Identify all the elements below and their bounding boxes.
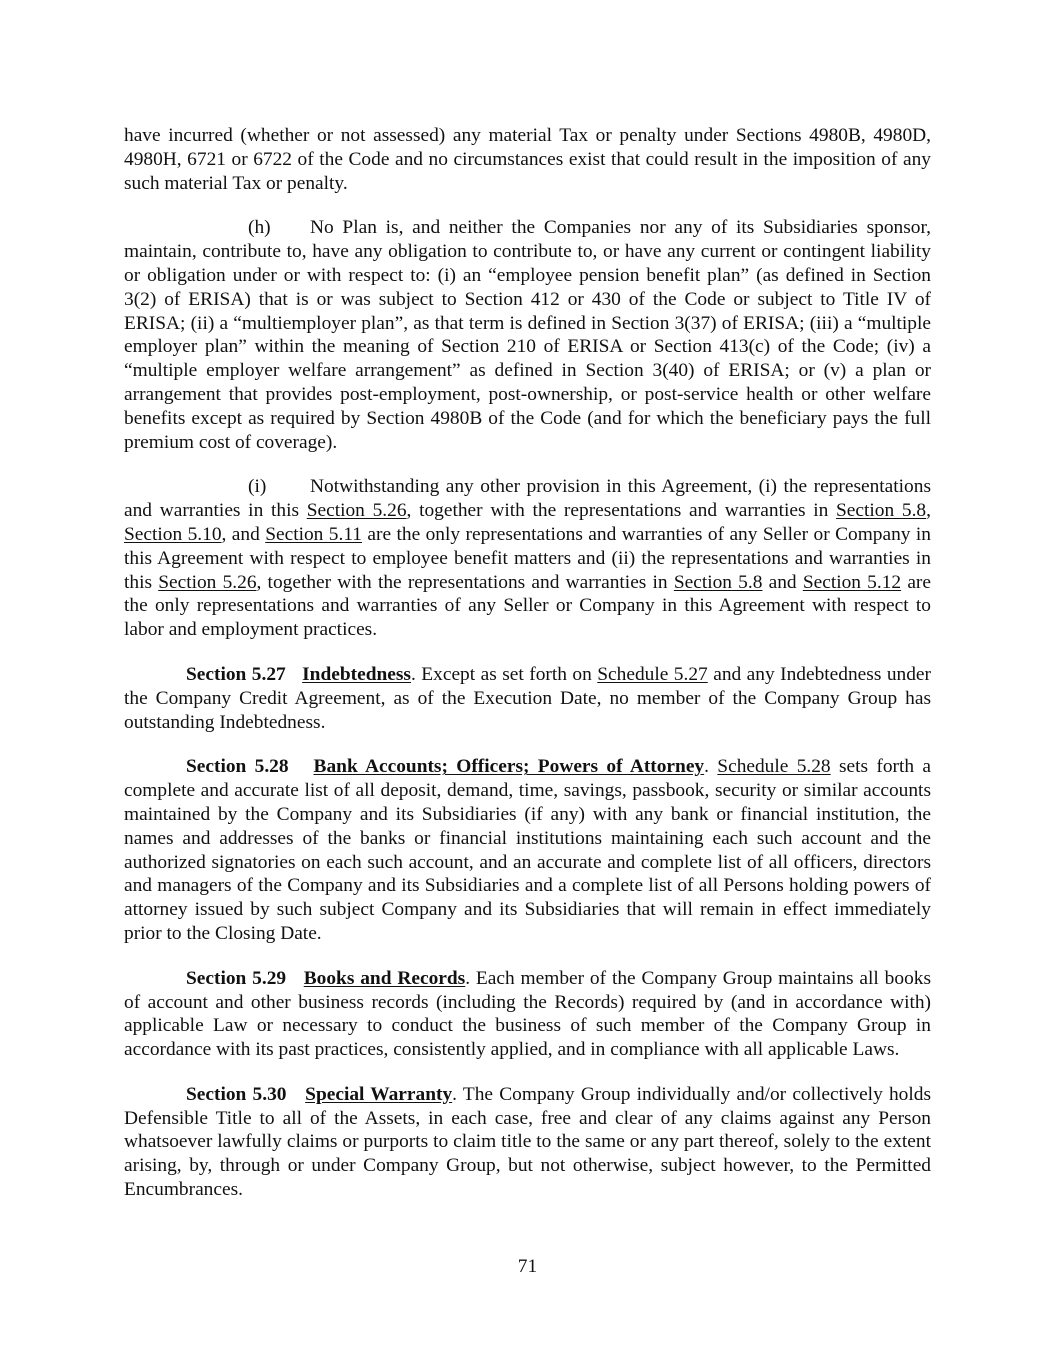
section-5-29 [124, 967, 931, 1062]
section-5-30 [124, 1083, 931, 1202]
text-run: are the only representations and warranties of any Seller or Company in this Agreement with respect to employee benefit matters and (ii) the representations and warranties in this [124, 523, 931, 593]
text-run: , together with the representations and warranties in [406, 500, 837, 522]
section-title: Bank Accounts; Officers; Powers of Attorney [313, 756, 705, 778]
section-title: Special Warranty [305, 1083, 453, 1105]
paragraph-text: have incurred (whether or not assessed) any material Tax or penalty under Sections 4980B, 4980D, 4980H, 6721 or 6722 of the Code and no circumstances exist that could result in the imposition of any such material Tax or penalty. [124, 125, 931, 194]
text-run: . Each member of the Company Group maintains all books of account and other business records (including the Records) required by (and in accordance with) applicable Law or necessary to conduct the business of such member of the Company Group in accordance with its past practices, consistently applied, and in compliance with all applicable Laws. [124, 967, 932, 1061]
paragraph-label: (h) [248, 217, 271, 239]
text-run: and any Indebtedness under the Company Credit Agreement, as of the Execution Date, no member of the Company Group has outstanding Indebtedness. [124, 663, 932, 733]
section-reference-link[interactable]: Section 5.8 [836, 500, 927, 522]
section-5-27 [124, 663, 931, 734]
text-run: , and [221, 523, 266, 545]
text-run: . Except as set forth on [410, 663, 598, 685]
section-title: Indebtedness [302, 663, 411, 685]
paragraph-label: (i) [248, 476, 267, 498]
text-run: and [762, 571, 803, 593]
section-title: Books and Records [303, 967, 466, 989]
paragraph-continuation [124, 124, 931, 195]
text-run: , [926, 500, 931, 522]
text-run: . [704, 756, 718, 778]
section-number: Section 5.27 [186, 663, 286, 685]
section-reference-link[interactable]: Section 5.8 [673, 571, 763, 593]
section-reference-link[interactable]: Section 5.26 [306, 500, 407, 522]
paragraph-text: No Plan is, and neither the Companies nor any of its Subsidiaries sponsor, maintain, contribute to, have any obligation to contribute to, or have any current or contingent liability or obligation under or with respect to: (i) an “employee pension benefit plan” (as defined in Section 3(2) of ERISA) that is or was subject to Section 412 or 430 of the Code or subject to Title IV of ERISA; (ii) a “multiemployer plan”, as that term is defined in Section 3(37) of ERISA; (iii) a “multiple employer plan” within the meaning of Section 210 of ERISA or Section 413(c) of the Code; (iv) a “multiple employer welfare arrangement” as defined in Section 3(40) of ERISA; or (v) a plan or arrangement that provides post-employment, post-ownership, or post-service health or other welfare benefits except as required by Section 4980B of the Code (and for which the beneficiary pays the full premium cost of coverage). [124, 217, 931, 453]
section-number: Section 5.29 [186, 967, 287, 989]
page-number: 71 [517, 1256, 538, 1277]
document-page [124, 124, 931, 1223]
paragraph-i [124, 475, 931, 642]
text-run: are the only representations and warranties of any Seller or Company in this Agreement with respect to labor and employment practices. [124, 571, 931, 641]
section-reference-link[interactable]: Section 5.12 [802, 571, 902, 593]
text-run: sets forth a complete and accurate list of all deposit, demand, time, savings, passbook, security or similar accounts maintained by the Company and its Subsidiaries (if any) with any bank or financial institution, the names and addresses of the banks or financial institutions maintaining each such account and the authorized signatories on each such account, and an accurate and complete list of all officers, directors and managers of the Company and its Subsidiaries and a complete list of all Persons holding powers of attorney issued by such subject Company and its Subsidiaries that will remain in effect immediately prior to the Closing Date. [124, 756, 931, 944]
schedule-reference-link[interactable]: Schedule 5.27 [597, 663, 708, 685]
section-number: Section 5.28 [186, 756, 289, 778]
text-run: , together with the representations and warranties in [256, 571, 674, 593]
schedule-reference-link[interactable]: Schedule 5.28 [717, 756, 831, 778]
section-reference-link[interactable]: Section 5.11 [265, 523, 362, 545]
section-reference-link[interactable]: Section 5.26 [158, 571, 257, 593]
section-reference-link[interactable]: Section 5.10 [124, 523, 222, 545]
paragraph-h [124, 216, 931, 454]
text-run: Notwithstanding any other provision in this Agreement, (i) the representations and warranties in this [124, 476, 931, 522]
section-5-28 [124, 755, 931, 945]
section-number: Section 5.30 [186, 1083, 287, 1105]
text-run: . The Company Group individually and/or collectively holds Defensible Title to all of the Assets, in each case, free and clear of any claims against any Person whatsoever lawfully claims or purports to claim title to the same or any part thereof, solely to the extent arising, by, through or under Company Group, but not otherwise, subject however, to the Permitted Encumbrances. [124, 1083, 932, 1201]
